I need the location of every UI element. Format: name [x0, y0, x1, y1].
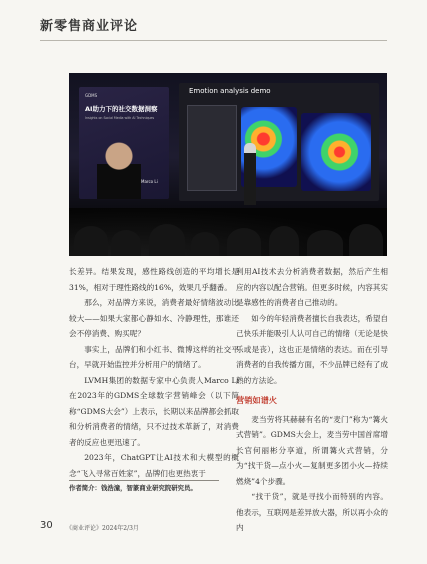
section-heading: 营销如谱火 — [236, 395, 277, 405]
demo-title: Emotion analysis demo — [189, 87, 271, 95]
audience-head — [149, 224, 185, 256]
audience-head — [111, 230, 141, 256]
conference-photo — [69, 73, 387, 256]
paragraph: LVMH集团的数据专家中心负责人Marco Li在2023年的GDMS全球数字营销峰会（以下简称“GDMS大会”）上表示，长期以来品牌都会抓取和分析消费者的情绪，只不过技术革新了，对消费者的反应也更迅速了。 — [69, 375, 239, 447]
paragraph: “找干货”，就是寻找小而特别的内容。他表示，互联网是差异放大器，所以再小众的内 — [236, 492, 388, 532]
audience-head — [349, 224, 383, 256]
paragraph: 麦当劳将其赫赫有名的“麦门”称为“篝火式营销”。GDMS大会上，麦当劳中国首席增长官何丽彬分享道，所谓篝火式营销，分为“找干货—点小火—复制更多团小火—持续燃烧”4个步骤。 — [236, 414, 388, 486]
emotion-heatmap-b — [301, 113, 371, 191]
author-note: 作者简介：钱浩潼，智篆商业研究院研究员。 — [69, 484, 197, 492]
paragraph: 那么，对品牌方来说，消费者最好情绪波动比较大——如果大家都心静如水、冷静理性，那谁还会不停消费、购买呢？ — [69, 298, 239, 338]
audience-crowd — [69, 208, 387, 256]
article-left-column — [69, 264, 239, 481]
paragraph: 事实上，品牌们和小红书、微博这样的社交平台，早就开始监控并分析用户的情绪了。 — [69, 344, 239, 369]
header-rule — [40, 40, 387, 41]
paragraph: 2023年，ChatGPT让AI技术和大模型的概念“飞入寻常百姓家”，品牌们也更热衷于 — [69, 453, 239, 478]
slide-brand: GDMS — [85, 93, 98, 98]
speaker-figure — [244, 143, 256, 205]
audience-head — [269, 226, 299, 256]
audience-head — [307, 230, 343, 256]
paragraph: 长差异。结果发现，感性路线创造的平均增长是31%，相对于理性路线的16%，效果几乎翻番。 — [69, 267, 239, 292]
journal-issue: 《商业评论》2024年2/3月 — [66, 525, 139, 532]
slide-subtitle: Insights on Social Media with AI Techniques — [85, 116, 155, 120]
paragraph: 利用AI技术去分析消费者数据，然后产生相应的内容以配合营销。但更多时候，内容其实是靠感性的消费者自己推动的。 — [236, 267, 388, 307]
audience-head — [74, 226, 108, 256]
page-number: 30 — [40, 520, 53, 531]
audience-head — [191, 232, 219, 256]
article-right-column — [236, 264, 388, 536]
author-rule — [69, 480, 219, 481]
slide-main-screen — [179, 83, 379, 201]
presenter-name: Marco Li — [141, 179, 158, 184]
audience-head — [227, 228, 261, 256]
side-panel — [187, 105, 237, 191]
slide-left-screen — [79, 87, 169, 199]
slide-title: AI助力下的社交数据洞察 — [85, 105, 158, 113]
presenter-portrait — [97, 141, 141, 199]
page-header-title: 新零售商业评论 — [40, 19, 139, 34]
paragraph: 如今的年轻消费者擅长自我表达，希望自己快乐并能吸引人认可自己的情绪（无论是快乐或是丧），这也正是情绪的表达。而在引导消费者的自我传播方面，不少品牌已经有了成熟的方法论。 — [236, 313, 388, 385]
